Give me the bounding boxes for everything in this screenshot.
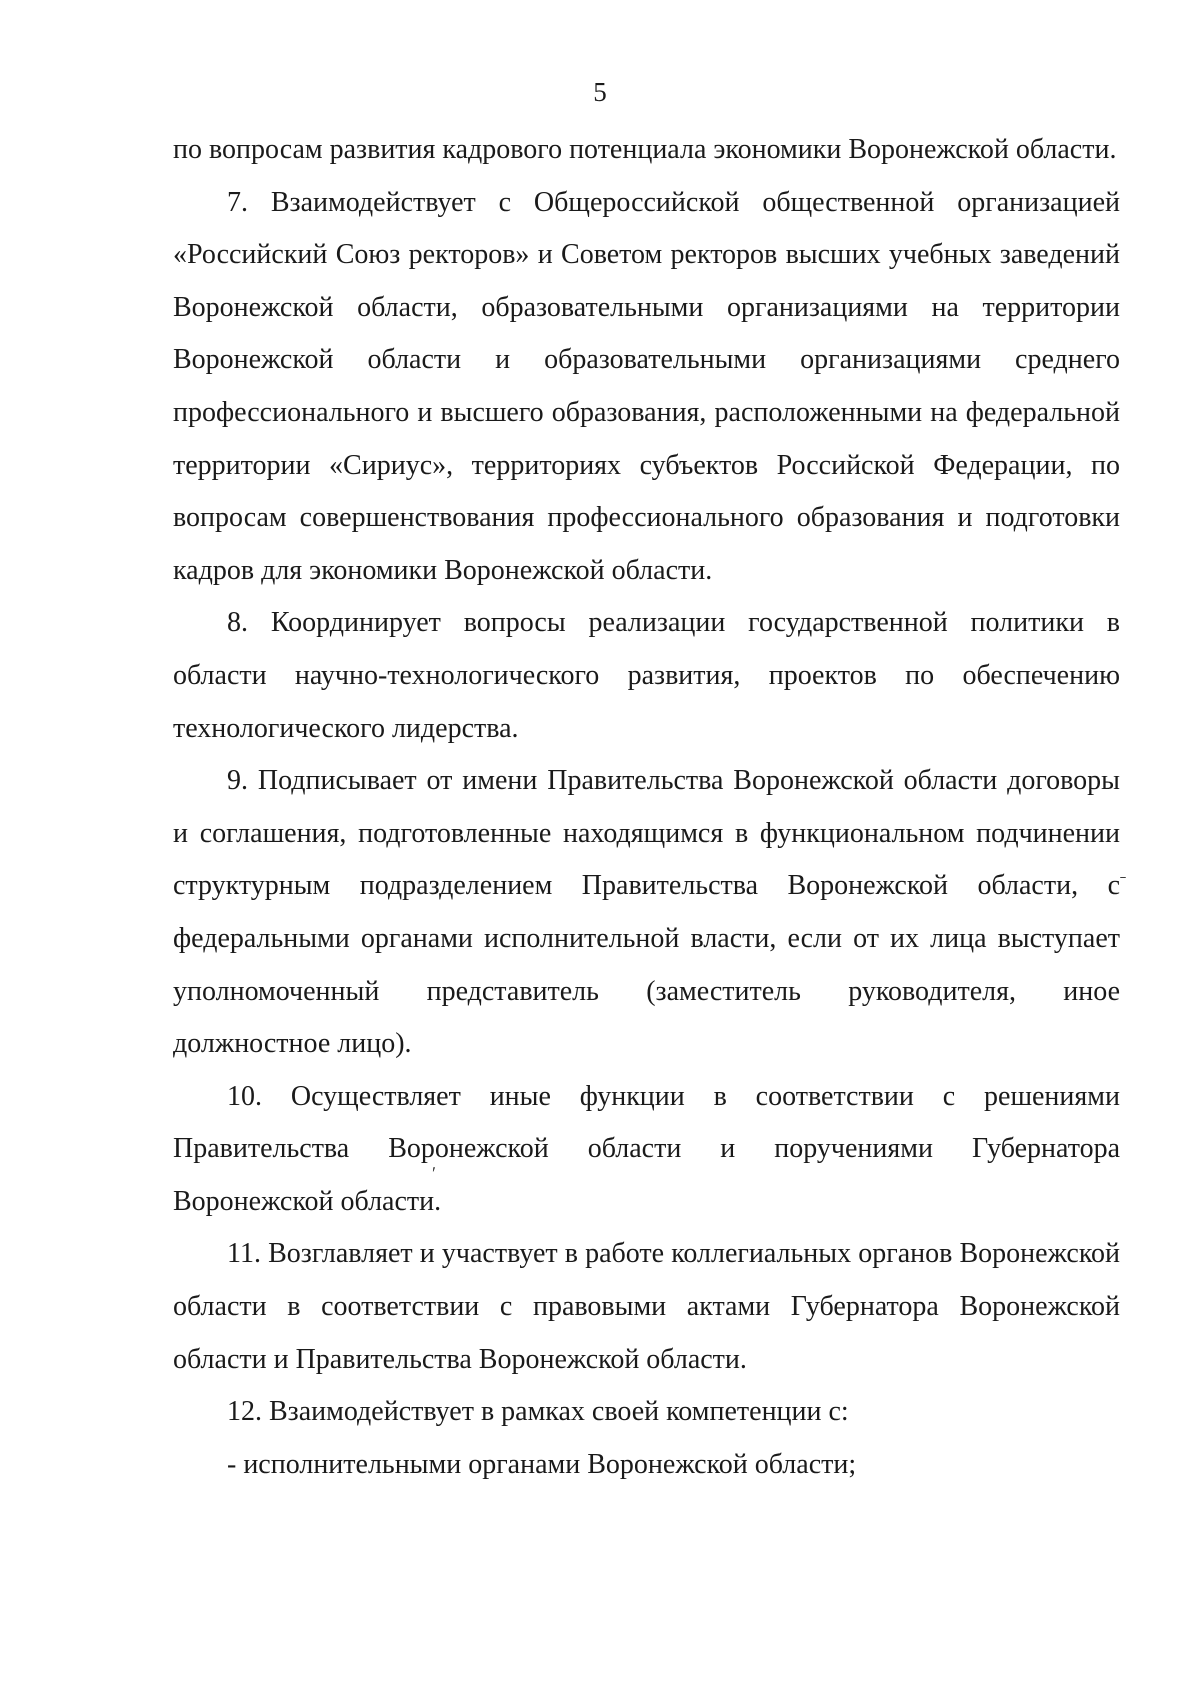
document-body (173, 124, 1120, 1491)
paragraph-item-9: 9. Подписывает от имени Правительства Воронежской области договоры и соглашения, подготовленные находящимся в функциональном подчинении структурным подразделением Правительства Воронежской области, с федеральными органами исполнительной власти, если от их лица выступает уполномоченный представитель (заместитель руководителя, иное должностное лицо). (173, 765, 1120, 1060)
paragraph-item-7: 7. Взаимодействует с Общероссийской общественной организацией «Российский Союз ректоров» и Советом ректоров высших учебных заведений Воронежской области, образовательными организациями на территории Воронежской области и образовательными организациями среднего профессионального и высшего образования, расположенными на федеральной территории «Сириус», территориях субъектов Российской Федерации, по вопросам совершенствования профессионального образования и подготовки кадров для экономики Воронежской области. (173, 186, 1120, 586)
paragraph-item-10: 10. Осуществляет иные функции в соответствии с решениями Правительства Воронежской области и поручениями Губернатора Воронежской области. (173, 1080, 1120, 1217)
paragraph-item-11: 11. Возглавляет и участвует в работе коллегиальных органов Воронежской области в соответствии с правовыми актами Губернатора Воронежской области и Правительства Воронежской области. (173, 1238, 1120, 1375)
page-number: 5 (593, 77, 607, 107)
paragraph-item-12-list-entry: - исполнительными органами Воронежской области; (227, 1448, 857, 1480)
scan-artifact-mark: ˉ (1120, 872, 1126, 892)
scan-artifact-mark: ʹ (432, 1163, 436, 1183)
paragraph-item-12: 12. Взаимодействует в рамках своей компетенции с: (227, 1396, 849, 1428)
paragraph-item-8: 8. Координирует вопросы реализации государственной политики в области научно-технологического развития, проектов по обеспечению технологического лидерства. (173, 607, 1120, 744)
paragraph-continuation: по вопросам развития кадрового потенциала экономики Воронежской области. (173, 134, 1117, 165)
